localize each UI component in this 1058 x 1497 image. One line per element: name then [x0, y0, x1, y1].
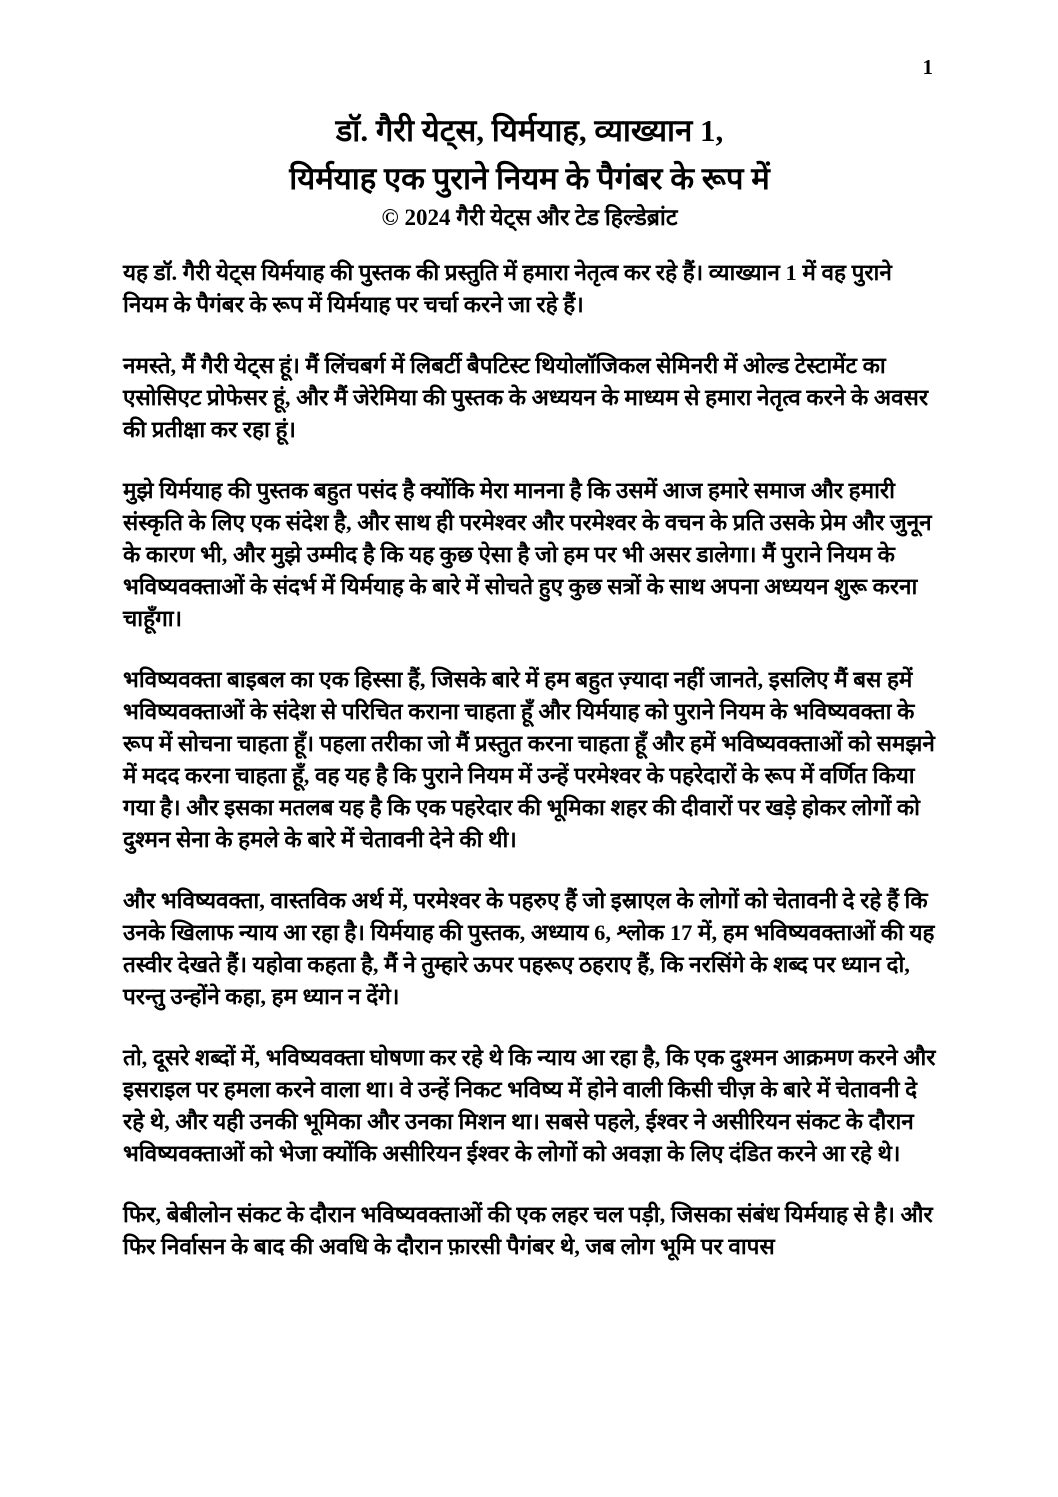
body-paragraph-3: मुझे यिर्मयाह की पुस्तक बहुत पसंद है क्योंकि मेरा मानना है कि उसमें आज हमारे समाज और हमारी संस्कृति के लिए एक संदेश है, और साथ ही परमेश्वर और परमेश्वर के वचन के प्रति उसके प्रेम और जुनून के कारण भी, और मुझे उम्मीद है कि यह कुछ ऐसा है जो हम पर भी असर डालेगा। मैं पुराने नियम के भविष्यवक्ताओं के संदर्भ में यिर्मयाह के बारे में सोचते हुए कुछ सत्रों के साथ अपना अध्ययन शुरू करना चाहूँगा।	[123, 478, 932, 631]
page-number: 1	[922, 55, 933, 79]
body-paragraph-7: फिर, बेबीलोन संकट के दौरान भविष्यवक्ताओं की एक लहर चल पड़ी, जिसका संबंध यिर्मयाह से है। और फिर निर्वासन के बाद की अवधि के दौरान फ़ारसी पैगंबर थे, जब लोग भूमि पर वापस	[123, 1202, 933, 1259]
body-paragraph-1: यह डॉ. गैरी येट्स यिर्मयाह की पुस्तक की प्रस्तुति में हमारा नेतृत्व कर रहे हैं। व्याख्यान 1 में वह पुराने नियम के पैगंबर के रूप में यिर्मयाह पर चर्चा करने जा रहे हैं।	[123, 260, 892, 317]
body-paragraph-4: भविष्यवक्ता बाइबल का एक हिस्सा हैं, जिसके बारे में हम बहुत ज़्यादा नहीं जानते, इसलिए मैं बस हमें भविष्यवक्ताओं के संदेश से परिचित कराना चाहता हूँ और यिर्मयाह को पुराने नियम के भविष्यवक्ता के रूप में सोचना चाहता हूँ। पहला तरीका जो मैं प्रस्तुत करना चाहता हूँ और हमें भविष्यवक्ताओं को समझने में मदद करना चाहता हूँ, वह यह है कि पुराने नियम में उन्हें परमेश्वर के पहरेदारों के रूप में वर्णित किया गया है। और इसका मतलब यह है कि एक पहरेदार की भूमिका शहर की दीवारों पर खड़े होकर लोगों को दुश्मन सेना के हमले के बारे में चेतावनी देने की थी।	[123, 667, 935, 852]
document-title	[123, 107, 936, 203]
title-line-2: यिर्मयाह एक पुराने नियम के पैगंबर के रूप में	[289, 161, 770, 196]
title-line-1: डॉ. गैरी येट्स, यिर्मयाह, व्याख्यान 1,	[335, 113, 724, 148]
document-body	[123, 257, 936, 1263]
body-paragraph-6: तो, दूसरे शब्दों में, भविष्यवक्ता घोषणा कर रहे थे कि न्याय आ रहा है, कि एक दुश्मन आक्रमण करने और इसराइल पर हमला करने वाला था। वे उन्हें निकट भविष्य में होने वाली किसी चीज़ के बारे में चेतावनी दे रहे थे, और यही उनकी भूमिका और उनका मिशन था। सबसे पहले, ईश्वर ने असीरियन संकट के दौरान भविष्यवक्ताओं को भेजा क्योंकि असीरियन ईश्वर के लोगों को अवज्ञा के लिए दंडित करने आ रहे थे।	[123, 1045, 936, 1166]
body-paragraph-5: और भविष्यवक्ता, वास्तविक अर्थ में, परमेश्वर के पहरुए हैं जो इस्राएल के लोगों को चेतावनी दे रहे हैं कि उनके खिलाफ न्याय आ रहा है। यिर्मयाह की पुस्तक, अध्याय 6, श्लोक 17 में, हम भविष्यवक्ताओं की यह तस्वीर देखते हैं। यहोवा कहता है, मैं ने तुम्हारे ऊपर पहरूए ठहराए हैं, कि नरसिंगे के शब्द पर ध्यान दो, परन्तु उन्होंने कहा, हम ध्यान न देंगे।	[123, 888, 935, 1009]
copyright-line: © 2024 गैरी येट्स और टेड हिल्डेब्रांट	[381, 205, 678, 230]
body-paragraph-2: नमस्ते, मैं गैरी येट्स हूं। मैं लिंचबर्ग में लिबर्टी बैपटिस्ट थियोलॉजिकल सेमिनरी में ओल्ड टेस्टामेंट का एसोसिएट प्रोफेसर हूं, और मैं जेरेमिया की पुस्तक के अध्ययन के माध्यम से हमारा नेतृत्व करने के अवसर की प्रतीक्षा कर रहा हूं।	[123, 353, 929, 442]
